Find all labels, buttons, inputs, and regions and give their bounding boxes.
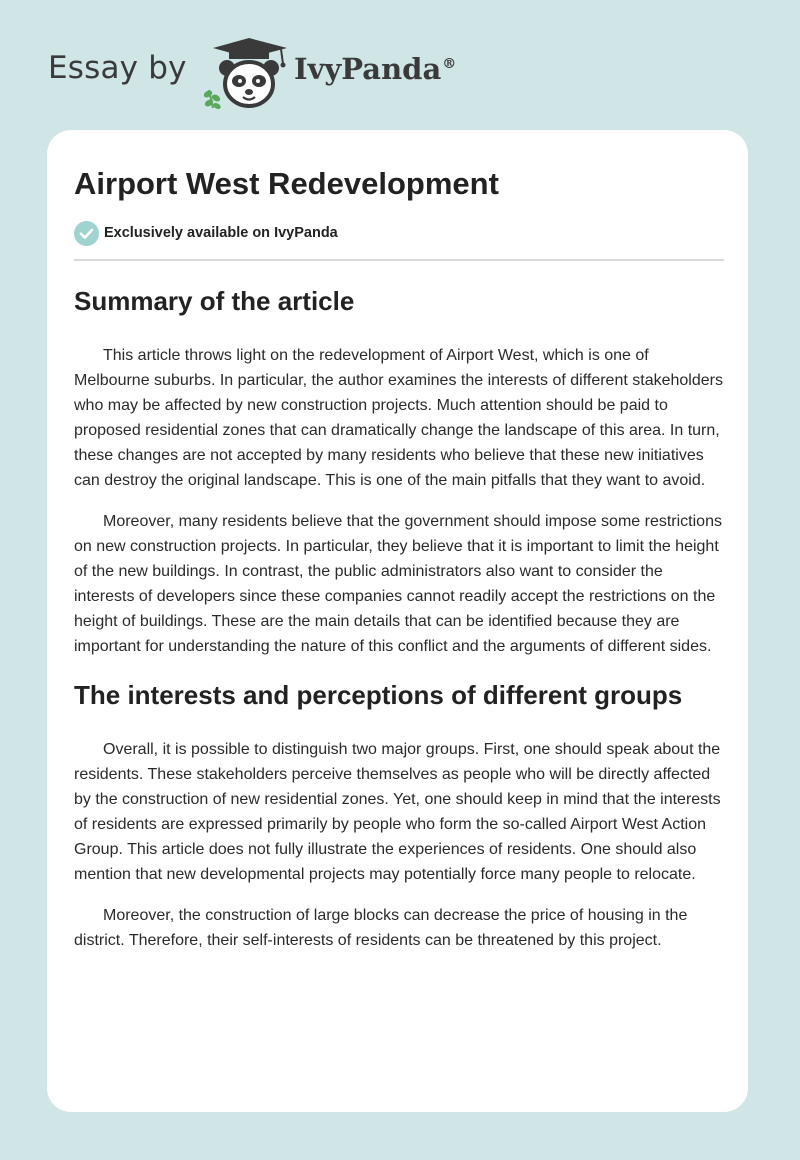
paragraph: Overall, it is possible to distinguish two major groups. First, one should speak about the residents. These stakeholders perceive themselves as people who will be directly affected by the construction of new residential zones. Yet, one should keep in mind that the interests of residents are expressed primarily by people who form the so-called Airport West Action Group. This article does not fully illustrate the experiences of residents. One should also mention that new developmental projects may potentially force many people to relocate. [74, 741, 721, 883]
brand-name-text: IvyPanda [294, 52, 442, 86]
brand-name [294, 52, 456, 86]
article-card [47, 130, 748, 1112]
section-heading: The interests and perceptions of different groups [74, 680, 683, 710]
page-title: Airport West Redevelopment [74, 166, 499, 201]
title-divider [74, 259, 724, 261]
section-interests [74, 675, 724, 953]
exclusive-label: Exclusively available on IvyPanda [104, 225, 338, 241]
brand-header[interactable] [48, 30, 508, 110]
article-content [74, 164, 724, 953]
paragraph: Moreover, many residents believe that the government should impose some restrictions on new construction projects. In particular, they believe that it is important to limit the height of the new buildings. In contrast, the public administrators also want to consider the interests of developers since these companies cannot readily accept the restrictions on the height of buildings. These are the main details that can be identified because they are important for understanding the nature of this conflict and the arguments of different sides. [74, 513, 722, 655]
exclusive-badge [74, 220, 724, 246]
brand-prefix: Essay by [48, 50, 187, 86]
paragraph: Moreover, the construction of large blocks can decrease the price of housing in the district. Therefore, their self-interests of residents can be threatened by this project. [74, 907, 688, 949]
panda-graduate-logo-icon [203, 36, 295, 110]
registered-mark: ® [442, 56, 457, 73]
section-heading: Summary of the article [74, 286, 355, 316]
paragraph: This article throws light on the redevelopment of Airport West, which is one of Melbourne suburbs. In particular, the author examines the interests of different stakeholders who may be affected by new construction projects. Much attention should be paid to proposed residential zones that can dramatically change the landscape of this area. In turn, these changes are not accepted by many residents who believe that these new initiatives can destroy the original landscape. This is one of the main pitfalls that they want to avoid. [74, 347, 723, 489]
section-summary [74, 281, 724, 659]
check-circle-icon [74, 221, 99, 246]
